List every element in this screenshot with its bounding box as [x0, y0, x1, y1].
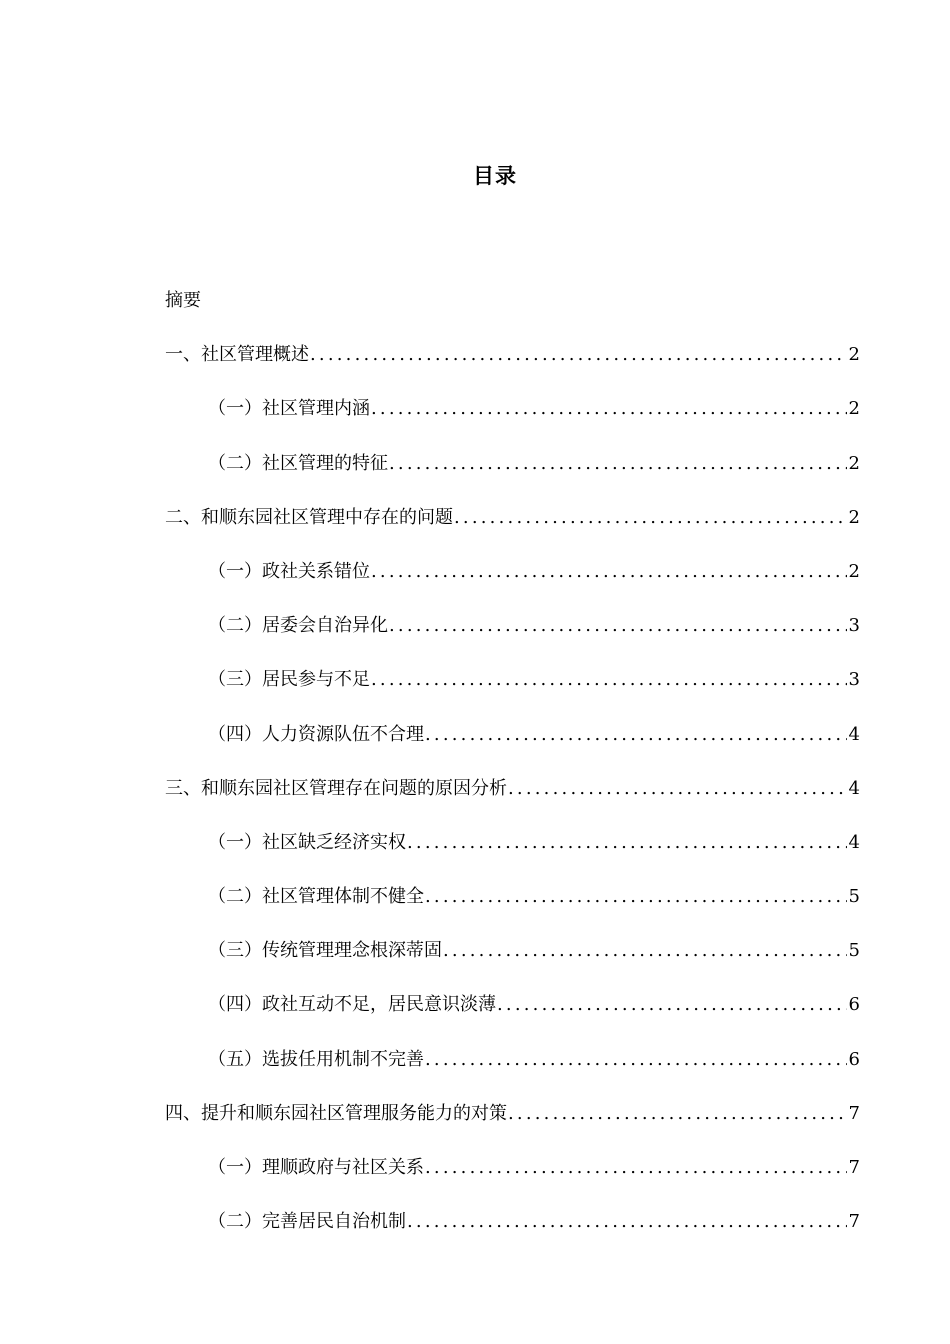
toc-page-number: 2: [848, 452, 860, 474]
toc-entry[interactable]: [165, 502, 860, 556]
toc-entry-text: （二）社区管理的特征: [208, 452, 388, 474]
toc-entry[interactable]: [165, 1098, 860, 1152]
toc-entry-text: （二）居委会自治异化: [208, 615, 388, 637]
toc-dot-leader: [371, 664, 847, 696]
toc-dot-leader: [425, 1152, 847, 1184]
toc-entry[interactable]: [165, 1206, 860, 1260]
toc-entry-text: 三、和顺东园社区管理存在问题的原因分析: [165, 777, 507, 799]
toc-entry[interactable]: [165, 773, 860, 827]
toc-page-number: 7: [848, 1157, 860, 1178]
toc-entry[interactable]: [165, 881, 860, 935]
toc-list: [165, 285, 860, 1260]
toc-dot-leader: [407, 1206, 847, 1238]
toc-page-number: 2: [848, 506, 860, 528]
toc-page-number: 7: [848, 1211, 860, 1233]
toc-entry-text: （二）社区管理体制不健全: [208, 886, 424, 908]
toc-entry[interactable]: [165, 989, 860, 1043]
toc-entry[interactable]: [165, 827, 860, 881]
toc-entry[interactable]: [165, 1152, 860, 1206]
toc-entry[interactable]: [165, 935, 860, 989]
toc-page-number: 7: [848, 1102, 860, 1124]
toc-dot-leader: [425, 1044, 847, 1076]
toc-entry[interactable]: [165, 339, 860, 393]
toc-entry-text: （二）完善居民自治机制: [208, 1211, 406, 1233]
toc-entry-text: （三）传统管理理念根深蒂固: [208, 940, 442, 962]
toc-dot-leader: [310, 339, 847, 371]
toc-entry-text: （五）选拔任用机制不完善: [208, 1048, 424, 1070]
toc-page-number: 6: [848, 1048, 860, 1070]
toc-page-number: 4: [848, 777, 860, 799]
toc-entry-text: 四、提升和顺东园社区管理服务能力的对策: [165, 1102, 507, 1124]
toc-page-number: 3: [848, 615, 860, 637]
toc-page-number: 6: [848, 994, 860, 1016]
toc-entry-text: （一）社区缺乏经济实权: [208, 831, 406, 853]
toc-page-number: 4: [848, 831, 860, 853]
toc-entry[interactable]: [165, 393, 860, 447]
toc-entry[interactable]: [165, 664, 860, 718]
toc-entry-text: （三）居民参与不足: [208, 669, 370, 691]
toc-title: 目录: [473, 164, 517, 188]
toc-page-number: 5: [848, 940, 860, 962]
toc-entry-text: 二、和顺东园社区管理中存在的问题: [165, 506, 453, 528]
toc-page-number: 2: [848, 398, 860, 420]
toc-dot-leader: [425, 881, 847, 913]
toc-entry-text: （四）人力资源队伍不合理: [208, 723, 424, 745]
toc-dot-leader: [389, 448, 847, 480]
toc-dot-leader: [508, 1098, 847, 1130]
toc-dot-leader: [371, 393, 847, 425]
toc-dot-leader: [371, 556, 847, 588]
toc-page-number: 2: [848, 560, 860, 582]
toc-entry-text: （一）政社关系错位: [208, 560, 370, 582]
toc-entry[interactable]: [165, 1044, 860, 1098]
toc-dot-leader: [389, 610, 847, 642]
toc-dot-leader: [425, 719, 847, 751]
toc-entry-text: （四）政社互动不足，居民意识淡薄: [208, 994, 496, 1016]
toc-page-number: 5: [848, 886, 860, 908]
toc-dot-leader: [454, 502, 847, 534]
toc-entry[interactable]: [165, 719, 860, 773]
toc-dot-leader: [497, 989, 847, 1021]
toc-entry[interactable]: [165, 610, 860, 664]
toc-entry-text: （一）理顺政府与社区关系: [208, 1157, 424, 1178]
toc-page-number: 2: [848, 344, 860, 366]
toc-page-number: 3: [848, 669, 860, 691]
toc-entry[interactable]: [165, 285, 860, 339]
toc-entry-text: 摘要: [165, 290, 201, 311]
toc-dot-leader: [443, 935, 847, 967]
toc-entry-text: （一）社区管理内涵: [208, 398, 370, 420]
toc-entry[interactable]: [165, 448, 860, 502]
toc-dot-leader: [508, 773, 847, 805]
toc-dot-leader: [407, 827, 847, 859]
toc-entry-text: 一、社区管理概述: [165, 344, 309, 366]
toc-page-number: 4: [848, 723, 860, 745]
toc-entry[interactable]: [165, 556, 860, 610]
